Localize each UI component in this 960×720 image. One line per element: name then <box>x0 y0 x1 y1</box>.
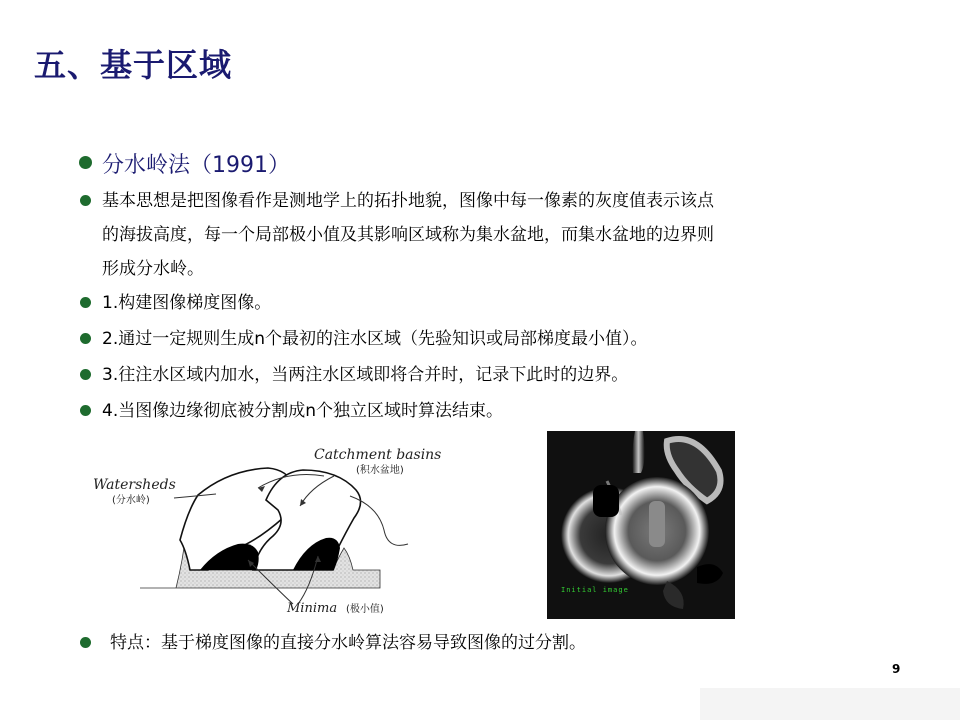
watershed-diagram <box>88 440 448 620</box>
bullet-step-3: 3.往注水区域内加水，当两注水区域即将合并时，记录下此时的边界。 <box>102 365 629 385</box>
bullet-line: 形成分水岭。 <box>102 259 204 279</box>
minima-cn-label: (极小值) <box>346 604 384 615</box>
catchment-label: Catchment basins <box>314 447 442 463</box>
bullet-dot <box>80 297 91 308</box>
feature-note: 特点：基于梯度图像的直接分水岭算法容易导致图像的过分割。 <box>110 633 586 653</box>
bullet-line: 的海拔高度，每一个局部极小值及其影响区域称为集水盆地，而集水盆地的边界则 <box>102 225 714 245</box>
slide-title: 五、基于区域 <box>34 46 233 84</box>
bullet-dot <box>80 637 91 648</box>
catchment-cn-label: (积水盆地) <box>356 465 404 476</box>
bullet-step-4: 4.当图像边缘彻底被分割成n个独立区域时算法结束。 <box>102 401 503 421</box>
footer-band <box>700 688 960 720</box>
watersheds-label: Watersheds <box>93 477 176 493</box>
bullet-line: 基本思想是把图像看作是测地学上的拓扑地貌，图像中每一像素的灰度值表示该点 <box>102 191 714 211</box>
bullet-dot <box>80 333 91 344</box>
minima-label: Minima <box>287 601 338 616</box>
section-heading: 分水岭法（1991） <box>102 153 290 178</box>
page-number: 9 <box>892 662 901 676</box>
bullet-step-2: 2.通过一定规则生成n个最初的注水区域（先验知识或局部梯度最小值）。 <box>102 329 648 349</box>
bullet-step-1: 1.构建图像梯度图像。 <box>102 293 272 313</box>
watersheds-cn-label: (分水岭) <box>112 495 150 506</box>
bullet-dot <box>79 156 92 169</box>
bullet-dot <box>80 195 91 206</box>
initial-image-caption: Initial image <box>561 586 629 594</box>
bullet-basic-idea <box>102 184 882 286</box>
initial-image <box>547 431 735 619</box>
bullet-dot <box>80 405 91 416</box>
bullet-dot <box>80 369 91 380</box>
